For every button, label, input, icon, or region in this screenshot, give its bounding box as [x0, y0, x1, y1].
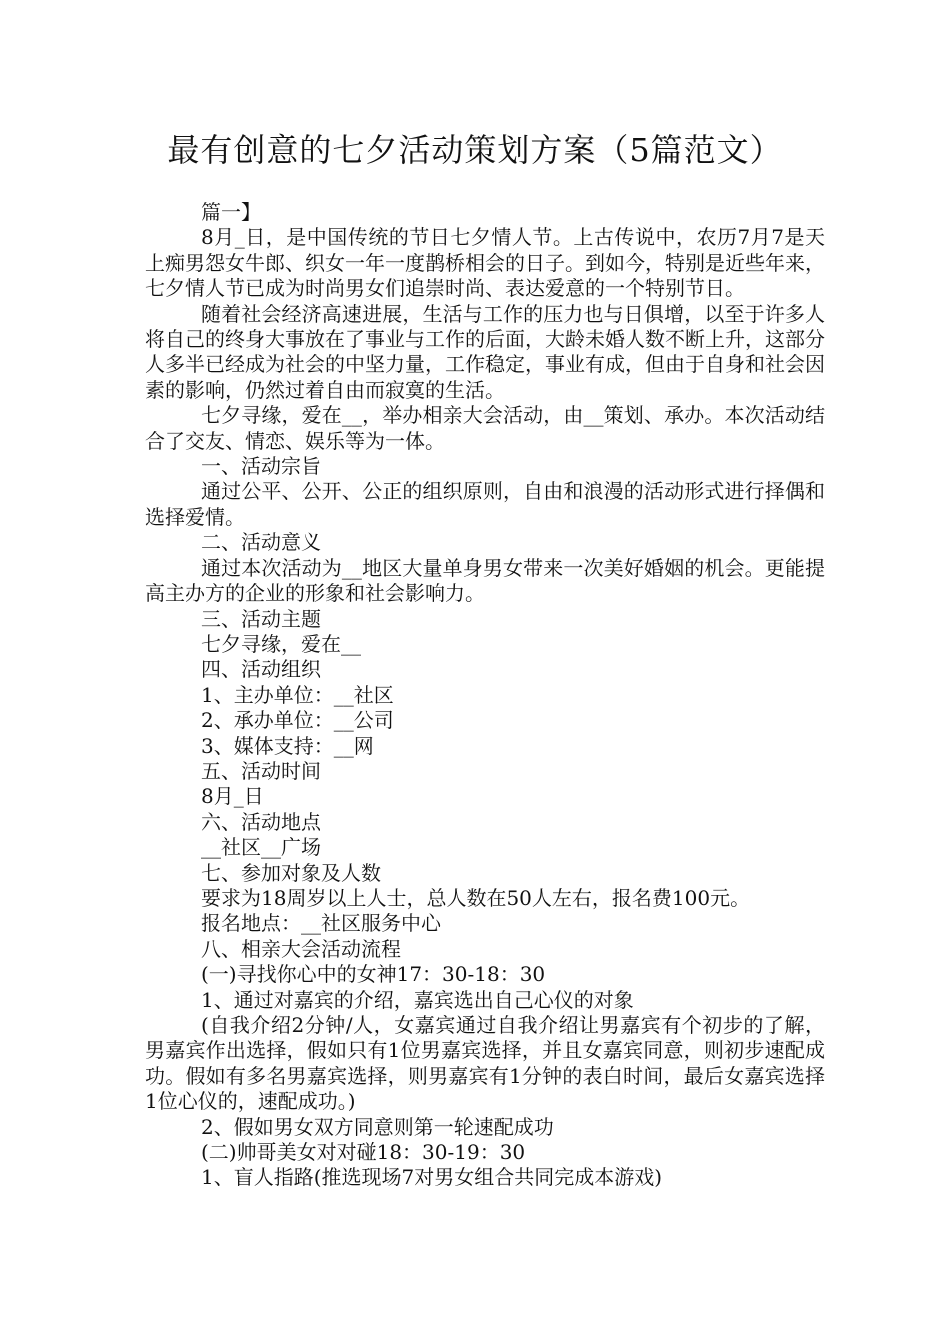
section-heading: 八、相亲大会活动流程 — [201, 936, 401, 961]
paragraph: 报名地点：__社区服务中心 — [201, 911, 441, 936]
paragraph: 随着社会经济高速进展，生活与工作的压力也与日俱增，以至于许多人将自己的终身大事放在了事业与工作的后面，大龄未婚人数不断上升，这部分人多半已经成为社会的中坚力量，工作稳定，事业有成，但由于自身和社会因素的影响，仍然过着自由而寂寞的生活。 — [145, 301, 825, 402]
section-heading: 五、活动时间 — [201, 758, 321, 783]
paragraph: 通过本次活动为__地区大量单身男女带来一次美好婚姻的机会。更能提高主办方的企业的形象和社会影响力。 — [145, 555, 825, 606]
paragraph: 通过公平、公开、公正的组织原则，自由和浪漫的活动形式进行择偶和选择爱情。 — [145, 479, 825, 529]
list-item: 1、通过对嘉宾的介绍，嘉宾选出自己心仪的对象 — [201, 987, 634, 1012]
section-heading: 二、活动意义 — [201, 530, 321, 555]
paragraph: 8月_日 — [201, 784, 264, 809]
list-item: 3、媒体支持：__网 — [201, 733, 374, 758]
section-heading: 四、活动组织 — [201, 657, 321, 682]
subsection-heading: (一)寻找你心中的女神17：30-18：30 — [201, 962, 546, 987]
list-item: 2、承办单位：__公司 — [201, 708, 394, 733]
subsection-heading: (二)帅哥美女对对碰18：30-19：30 — [201, 1140, 526, 1165]
section-heading: 六、活动地点 — [201, 809, 321, 834]
paragraph: 七夕寻缘，爱在__ — [201, 631, 361, 656]
document-body — [145, 200, 825, 1191]
paragraph: 七夕寻缘，爱在__，举办相亲大会活动，由__策划、承办。本次活动结合了交友、情恋、娱乐等为一体。 — [145, 403, 825, 453]
document-title: 最有创意的七夕活动策划方案（5篇范文） — [167, 131, 783, 169]
list-item: 1、盲人指路(推选现场7对男女组合共同完成本游戏) — [201, 1165, 663, 1190]
list-item: 1、主办单位：__社区 — [201, 682, 394, 707]
section-heading: 一、活动宗旨 — [201, 454, 321, 479]
paragraph: __社区__广场 — [201, 835, 321, 860]
section-heading: 七、参加对象及人数 — [201, 860, 381, 885]
list-item: 2、假如男女双方同意则第一轮速配成功 — [201, 1114, 554, 1139]
paragraph: 要求为18周岁以上人士，总人数在50人左右，报名费100元。 — [201, 885, 751, 910]
section-heading: 三、活动主题 — [201, 606, 321, 631]
paragraph: (自我介绍2分钟/人，女嘉宾通过自我介绍让男嘉宾有个初步的了解，男嘉宾作出选择，假如只有1位男嘉宾选择，并且女嘉宾同意，则初步速配成功。假如有多名男嘉宾选择，则男嘉宾有1分钟的表白时间，最后女嘉宾选择1位心仪的，速配成功。) — [145, 1013, 825, 1114]
paragraph: 8月_日，是中国传统的节日七夕情人节。上古传说中，农历7月7是天上痴男怨女牛郎、织女一年一度鹊桥相会的日子。到如今，特别是近些年来，七夕情人节已成为时尚男女们追崇时尚、表达爱意的一个特别节日。 — [145, 225, 825, 301]
section-heading: 篇一】 — [201, 200, 261, 224]
